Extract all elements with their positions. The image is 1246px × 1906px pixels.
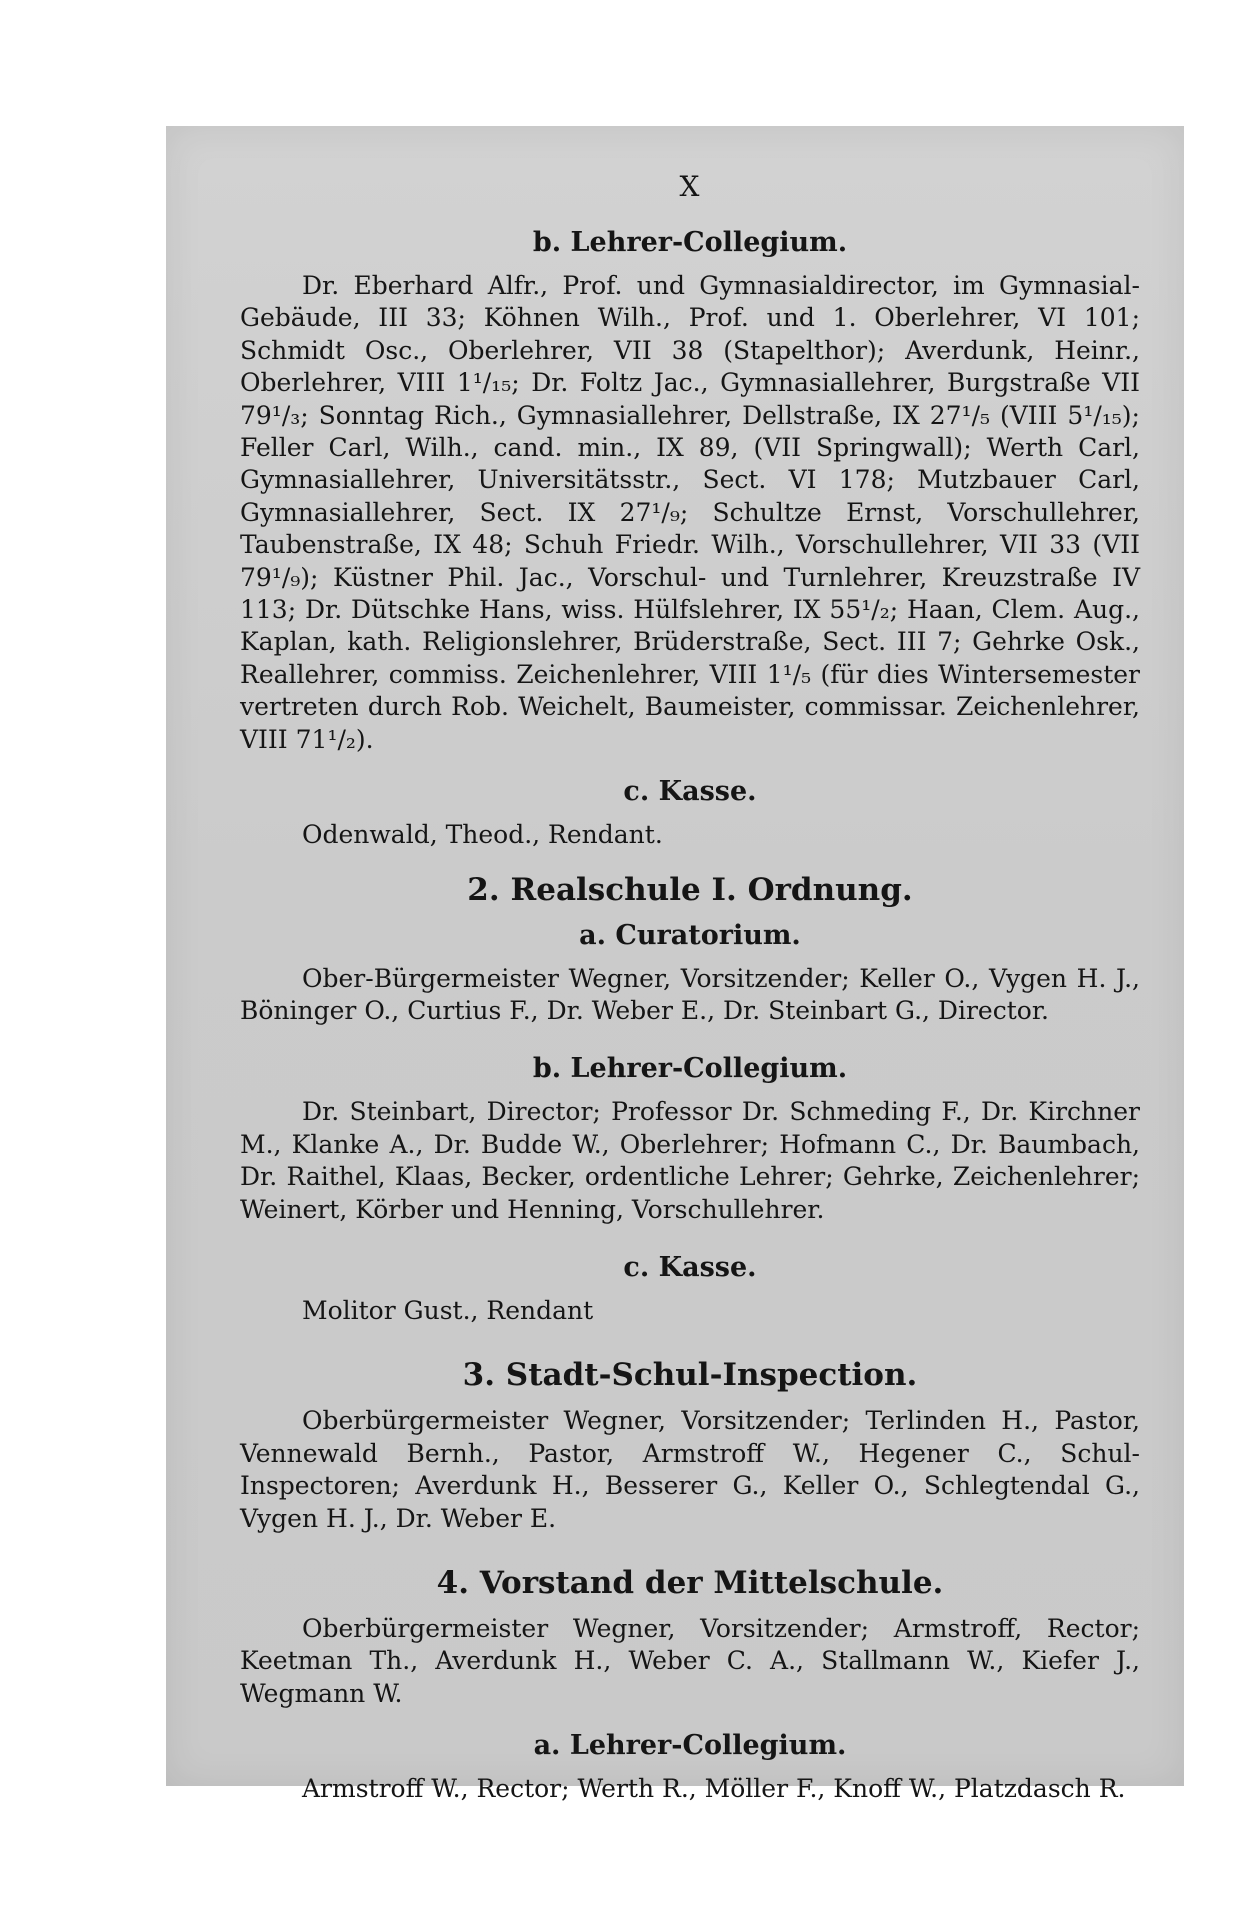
section-heading: b. Lehrer-Collegium. bbox=[532, 1053, 848, 1085]
section-heading: a. Curatorium. bbox=[579, 919, 801, 951]
section-realschule bbox=[240, 872, 1140, 908]
section-heading: 2. Realschule I. Ordnung. bbox=[467, 871, 913, 908]
section-text: Odenwald, Theod., Rendant. bbox=[302, 820, 663, 850]
section-text: Oberbürgermeister Wegner, Vorsitzender; Terlinden H., Pastor, Vennewald Bernh., Pastor, Armstroff W., Hegener C., Schul-Inspectoren; Averdunk H., Besserer G., Keller O., Schlegtendal G., Vygen H. J., Dr. Weber E. bbox=[240, 1406, 1140, 1533]
section-text: Ober-Bürgermeister Wegner, Vorsitzender; Keller O., Vygen H. J., Böninger O., Curtius F., Dr. Weber E., Dr. Steinbart G., Director. bbox=[240, 963, 1140, 1025]
section-lehrer-collegium-mittelschule bbox=[240, 1730, 1140, 1805]
section-vorstand-mittelschule bbox=[240, 1565, 1140, 1710]
section-heading: 4. Vorstand der Mittelschule. bbox=[436, 1564, 944, 1601]
section-text: Armstroff W., Rector; Werth R., Möller F., Knoff W., Platzdasch R. bbox=[302, 1774, 1126, 1804]
section-heading: a. Lehrer-Collegium. bbox=[533, 1730, 847, 1762]
section-kasse-realschule bbox=[240, 1252, 1140, 1327]
section-lehrer-collegium-gymnasium bbox=[240, 227, 1140, 756]
section-text: Molitor Gust., Rendant bbox=[302, 1295, 594, 1325]
section-kasse-gymnasium bbox=[240, 776, 1140, 851]
page-content bbox=[240, 170, 1140, 1826]
page-number: X bbox=[679, 170, 701, 203]
section-text: Oberbürgermeister Wegner, Vorsitzender; Armstroff, Rector; Keetman Th., Averdunk H., Weber C. A., Stallmann W., Kiefer J., Wegmann W. bbox=[240, 1613, 1140, 1708]
section-heading: c. Kasse. bbox=[623, 776, 757, 808]
section-text: Dr. Eberhard Alfr., Prof. und Gymnasialdirector, im Gymnasial-Gebäude, III 33; Köhnen Wilh., Prof. und 1. Oberlehrer, VI 101; Schmidt Osc., Oberlehrer, VII 38 (Stapelthor); Averdunk, Heinr., Oberlehrer, VIII 1¹/₁₅; Dr. Foltz Jac., Gymnasiallehrer, Burgstraße VII 79¹/₃; Sonntag Rich., Gymnasiallehrer, Dellstraße, IX 27¹/₅ (VIII 5¹/₁₅); Feller Carl, Wilh., cand. min., IX 89, (VII Springwall); Werth Carl, Gymnasiallehrer, Universitätsstr., Sect. VI 178; Mutzbauer Carl, Gymnasiallehrer, Sect. IX 27¹/₉; Schultze Ernst, Vorschullehrer, Taubenstraße, IX 48; Schuh Friedr. Wilh., Vorschullehrer, VII 33 (VII 79¹/₉); Küstner Phil. Jac., Vorschul- und Turnlehrer, Kreuzstraße IV 113; Dr. Dütschke Hans, wiss. Hülfslehrer, IX 55¹/₂; Haan, Clem. Aug., Kaplan, kath. Religionslehrer, Brüderstraße, Sect. III 7; Gehrke Osk., Reallehrer, commiss. Zeichenlehrer, VIII 1¹/₅ (für dies Wintersemester vertreten durch Rob. Weichelt, Baumeister, commissar. Zeichenlehrer, VIII 71¹/₂). bbox=[240, 271, 1140, 754]
section-heading: 3. Stadt-Schul-Inspection. bbox=[462, 1357, 918, 1394]
section-heading: c. Kasse. bbox=[623, 1251, 757, 1283]
section-heading: b. Lehrer-Collegium. bbox=[532, 227, 848, 258]
section-curatorium bbox=[240, 920, 1140, 1028]
section-text: Dr. Steinbart, Director; Professor Dr. Schmeding F., Dr. Kirchner M., Klanke A., Dr. Budde W., Oberlehrer; Hofmann C., Dr. Baumbach, Dr. Raithel, Klaas, Becker, ordentliche Lehrer; Gehrke, Zeichenlehrer; Weinert, Körber und Henning, Vorschullehrer. bbox=[240, 1097, 1140, 1224]
section-lehrer-collegium-realschule bbox=[240, 1053, 1140, 1226]
section-stadt-schul-inspection bbox=[240, 1357, 1140, 1535]
